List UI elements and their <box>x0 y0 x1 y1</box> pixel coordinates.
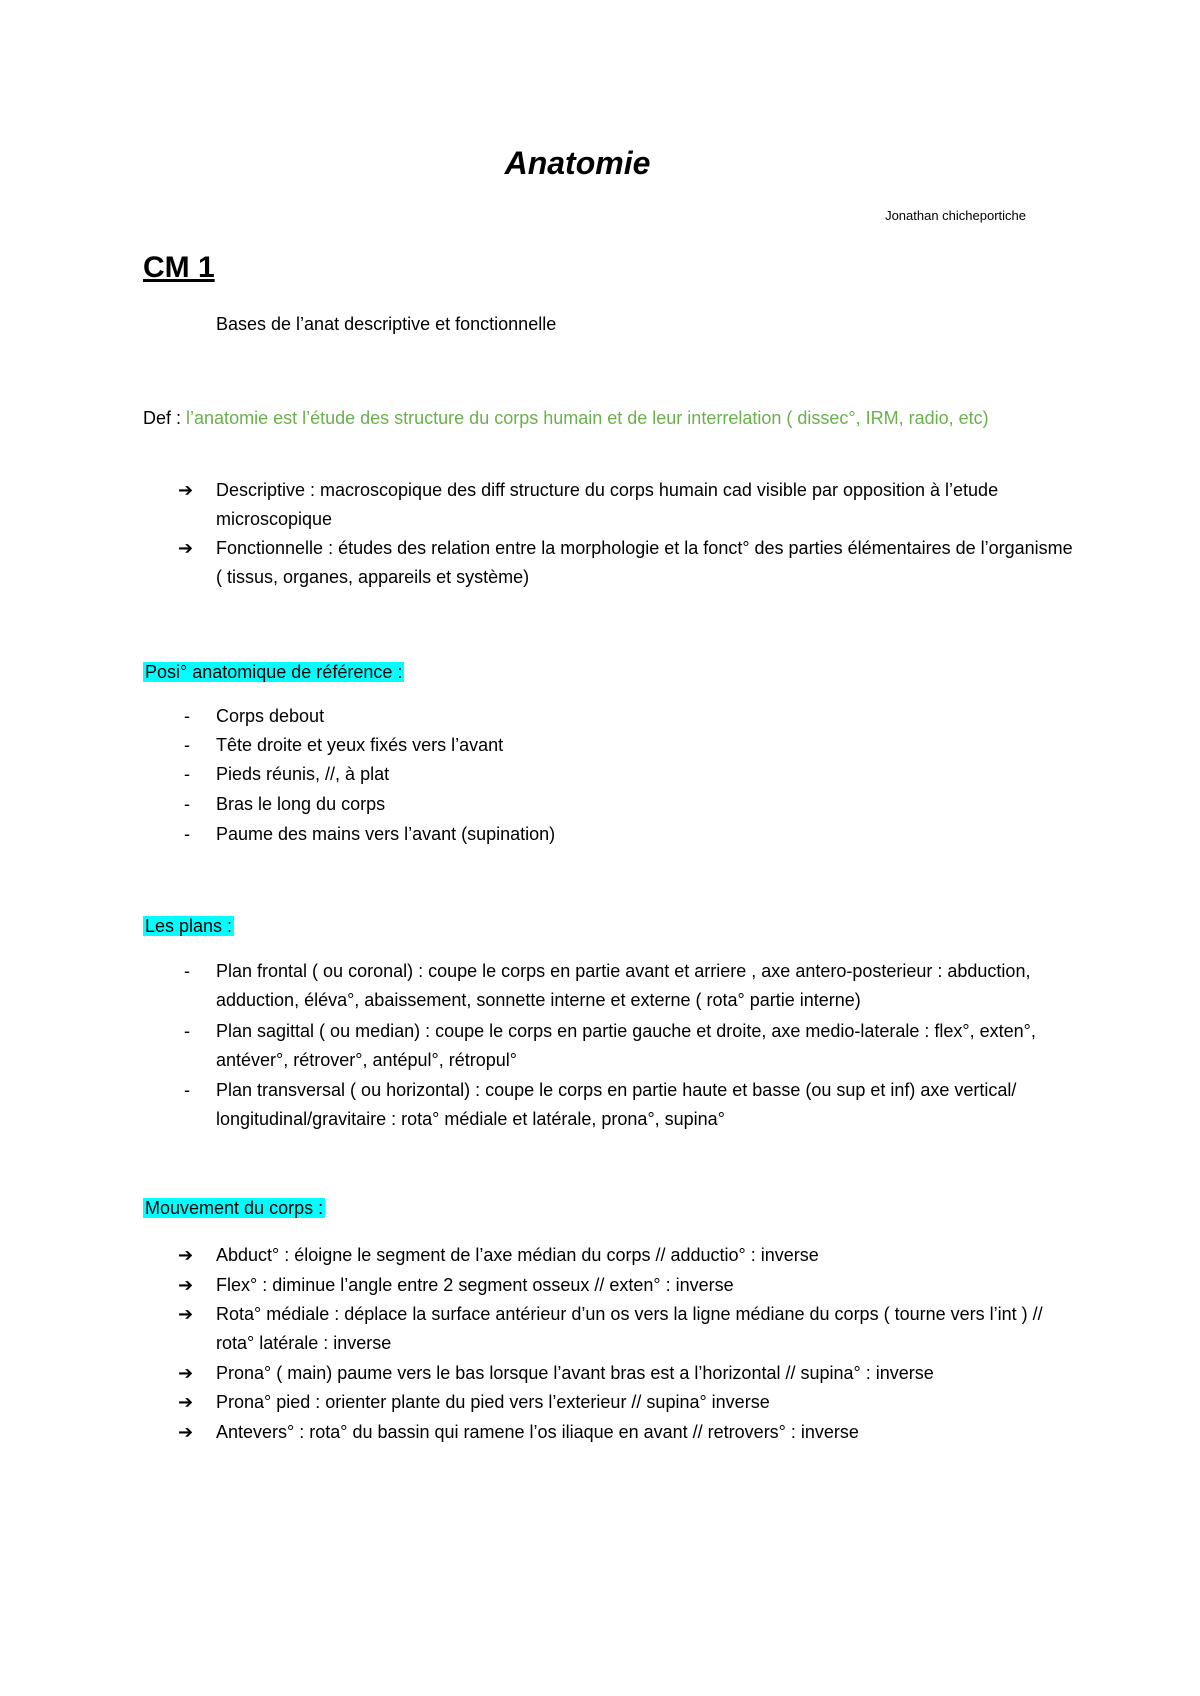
section-heading-mouvement <box>143 1196 325 1220</box>
list-item: Bras le long du corps <box>216 794 386 814</box>
list-item: Tête droite et yeux fixés vers l’avant <box>216 735 504 755</box>
dash-bullet: - <box>184 961 190 981</box>
list-item: Plan frontal ( ou coronal) : coupe le corps en partie avant et arriere , axe antero-posterieur : abduction, adduction, éléva°, abaissement, sonnette interne et externe ( rota° partie interne) <box>216 961 1031 1010</box>
list-item: Plan sagittal ( ou median) : coupe le corps en partie gauche et droite, axe medio-laterale : flex°, exten°, antéver°, rétrover°, antépul°, rétropul° <box>216 1021 1036 1070</box>
list-item: Descriptive : macroscopique des diff structure du corps humain cad visible par opposition à l’etude microscopique <box>216 480 999 529</box>
list-item: Pieds réunis, //, à plat <box>216 764 390 784</box>
arrow-icon: ➔ <box>178 1275 194 1295</box>
section-heading-text: Mouvement du corps : <box>145 1198 324 1218</box>
dash-bullet: - <box>184 706 190 726</box>
list-item: Prona° ( main) paume vers le bas lorsque l’avant bras est a l’horizontal // supina° : inverse <box>216 1363 934 1383</box>
dash-bullet: - <box>184 1021 190 1041</box>
definition-text: l’anatomie est l’étude des structure du corps humain et de leur interrelation ( dissec°, IRM, radio, etc) <box>186 408 989 428</box>
arrow-icon: ➔ <box>178 480 194 500</box>
list-item: Antevers° : rota° du bassin qui ramene l’os iliaque en avant // retrovers° : inverse <box>216 1422 859 1442</box>
dash-bullet: - <box>184 764 190 784</box>
list-item: Fonctionnelle : études des relation entre la morphologie et la fonct° des parties élémentaires de l’organisme ( tissus, organes, appareils et système) <box>216 538 1073 587</box>
list-item: Paume des mains vers l’avant (supination) <box>216 824 556 844</box>
arrow-icon: ➔ <box>178 1304 194 1324</box>
section-heading-position <box>143 660 404 684</box>
dash-bullet: - <box>184 735 190 755</box>
dash-bullet: - <box>184 1080 190 1100</box>
arrow-icon: ➔ <box>178 1422 194 1442</box>
arrow-icon: ➔ <box>178 1392 194 1412</box>
arrow-icon: ➔ <box>178 538 194 558</box>
list-item: Plan transversal ( ou horizontal) : coupe le corps en partie haute et basse (ou sup et inf) axe vertical/ longitudinal/gravitaire : rota° médiale et latérale, prona°, supina° <box>216 1080 1017 1129</box>
list-item: Abduct° : éloigne le segment de l’axe médian du corps // adductio° : inverse <box>216 1245 819 1265</box>
course-subtitle: Bases de l’anat descriptive et fonctionnelle <box>216 314 557 334</box>
author-name: Jonathan chicheportiche <box>885 208 1026 223</box>
arrow-icon: ➔ <box>178 1245 194 1265</box>
list-item: Prona° pied : orienter plante du pied vers l’exterieur // supina° inverse <box>216 1392 770 1412</box>
definition-paragraph <box>143 403 1043 433</box>
arrow-icon: ➔ <box>178 1363 194 1383</box>
list-item: Rota° médiale : déplace la surface antérieur d’un os vers la ligne médiane du corps ( tourne vers l’int ) // rota° latérale : inverse <box>216 1304 1043 1353</box>
definition-label: Def : <box>143 408 182 428</box>
list-item: Corps debout <box>216 706 325 726</box>
dash-bullet: - <box>184 824 190 844</box>
section-heading-text: Les plans : <box>145 916 233 936</box>
list-item: Flex° : diminue l’angle entre 2 segment osseux // exten° : inverse <box>216 1275 734 1295</box>
document-title: Anatomie <box>504 145 651 181</box>
dash-bullet: - <box>184 794 190 814</box>
section-heading-plans <box>143 914 234 938</box>
course-heading: CM 1 <box>143 251 215 284</box>
section-heading-text: Posi° anatomique de référence : <box>145 662 403 682</box>
